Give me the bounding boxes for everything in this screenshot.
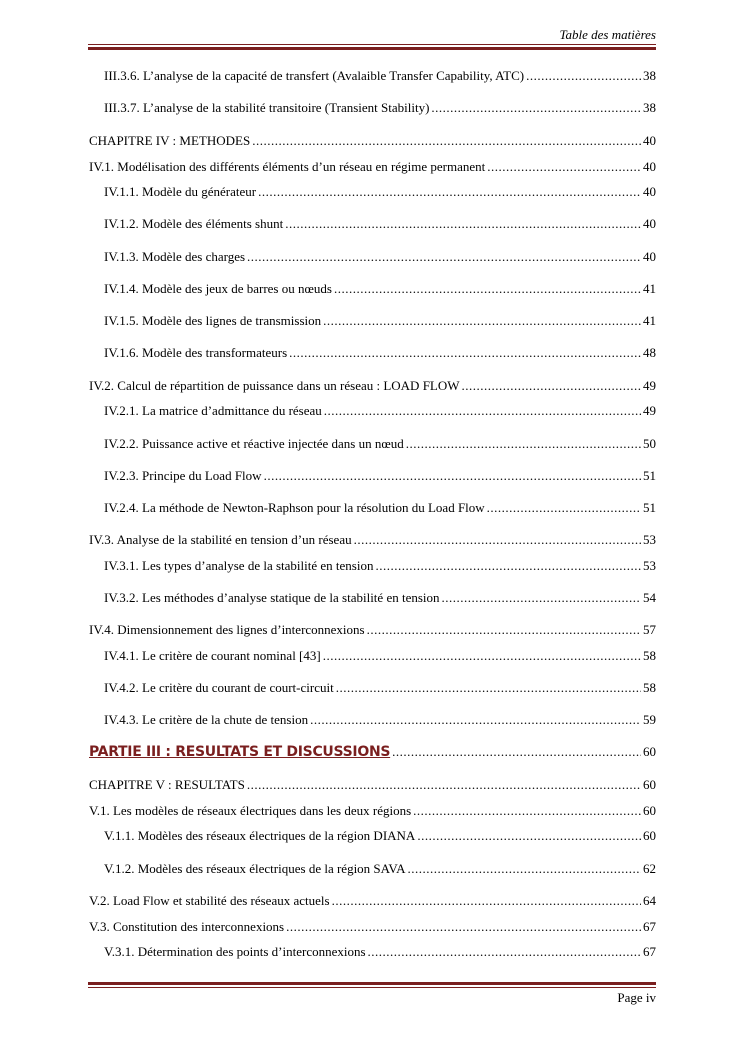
toc-entry[interactable] [104, 280, 656, 298]
toc-leader-dots [368, 943, 641, 961]
toc-leader-dots [442, 589, 641, 607]
toc-leader-dots [247, 776, 641, 794]
toc-entry-title: IV.4.3. Le critère de la chute de tension [104, 712, 309, 727]
toc-entry[interactable] [104, 67, 656, 85]
toc-entry-page: 51 [643, 468, 656, 483]
toc-leader-dots [336, 679, 641, 697]
toc-entry-title: IV.2.2. Puissance active et réactive injectée dans un nœud [104, 436, 404, 451]
toc-entry[interactable] [104, 679, 656, 697]
running-header-title: Table des matières [559, 27, 656, 42]
toc-entry-title: V.1. Les modèles de réseaux électriques dans les deux régions [89, 803, 412, 818]
toc-entry-page: 57 [643, 622, 656, 637]
toc-entry-page: 60 [643, 803, 656, 818]
toc-entry-page: 40 [643, 249, 656, 264]
toc-leader-dots [417, 827, 641, 845]
toc-leader-dots [407, 860, 641, 878]
toc-entry[interactable] [104, 647, 656, 665]
toc-entry[interactable] [89, 802, 656, 820]
page-number: Page iv [617, 990, 656, 1005]
toc-leader-dots [258, 183, 641, 201]
toc-entry[interactable] [89, 776, 656, 794]
toc-entry[interactable] [104, 99, 656, 117]
toc-leader-dots [354, 531, 641, 549]
toc-entry-page: 54 [643, 590, 656, 605]
toc-entry-title: CHAPITRE V : RESULTATS [89, 777, 245, 792]
toc-entry-page: 53 [643, 532, 656, 547]
toc-entry-page: 53 [643, 558, 656, 573]
toc-leader-dots [324, 402, 641, 420]
toc-entry-page: 51 [643, 500, 656, 515]
toc-entry-title: IV.1. Modélisation des différents éléments d’un réseau en régime permanent [89, 159, 486, 174]
toc-leader-dots [431, 99, 641, 117]
toc-entry-page: 60 [643, 777, 656, 792]
toc-leader-dots [285, 215, 641, 233]
toc-entry-page: 67 [643, 919, 656, 934]
toc-entry-title: III.3.7. L’analyse de la stabilité transitoire (Transient Stability) [104, 100, 430, 115]
toc-entry[interactable] [104, 557, 656, 575]
toc-leader-dots [289, 344, 641, 362]
toc-entry-page: 41 [643, 281, 656, 296]
toc-entry-page: 67 [643, 944, 656, 959]
footer-rule [88, 982, 656, 988]
toc-entry-title: IV.3.2. Les méthodes d’analyse statique de la stabilité en tension [104, 590, 440, 605]
toc-entry-page: 40 [643, 216, 656, 231]
toc-entry[interactable] [104, 248, 656, 266]
toc-leader-dots [487, 158, 641, 176]
toc-entry-title: IV.2.4. La méthode de Newton-Raphson pour la résolution du Load Flow [104, 500, 485, 515]
toc-leader-dots [392, 743, 641, 761]
toc-entry[interactable] [104, 711, 656, 729]
toc-entry-title: V.1.2. Modèles des réseaux électriques de la région SAVA [104, 861, 406, 876]
toc-entry-title: IV.3. Analyse de la stabilité en tension d’un réseau [89, 532, 352, 547]
toc-entry[interactable] [89, 892, 656, 910]
toc-entry-page: 60 [643, 744, 656, 759]
toc-leader-dots [332, 892, 641, 910]
toc-entry-page: 40 [643, 159, 656, 174]
toc-entry-title: III.3.6. L’analyse de la capacité de transfert (Avalaible Transfer Capability, ATC) [104, 68, 525, 83]
toc-entry-page: 49 [643, 378, 656, 393]
toc-leader-dots [323, 312, 641, 330]
toc-entry-title: IV.4. Dimensionnement des lignes d’interconnexions [89, 622, 365, 637]
toc-leader-dots [264, 467, 641, 485]
toc-entry[interactable] [104, 827, 656, 845]
toc-entry-title: PARTIE III : RESULTATS ET DISCUSSIONS [89, 744, 391, 760]
toc-entry-page: 58 [643, 680, 656, 695]
toc-leader-dots [526, 67, 641, 85]
toc-entry-title: IV.4.1. Le critère de courant nominal [43] [104, 648, 321, 663]
toc-entry[interactable] [104, 402, 656, 420]
toc-entry-page: 48 [643, 345, 656, 360]
toc-entry-page: 40 [643, 184, 656, 199]
toc-entry-page: 58 [643, 648, 656, 663]
toc-entry[interactable] [89, 621, 656, 639]
toc-entry-title: IV.1.2. Modèle des éléments shunt [104, 216, 284, 231]
toc-entry[interactable] [104, 589, 656, 607]
toc-entry-page: 50 [643, 436, 656, 451]
toc-entry-title: IV.1.5. Modèle des lignes de transmission [104, 313, 322, 328]
toc-entry-title: V.2. Load Flow et stabilité des réseaux actuels [89, 893, 330, 908]
toc-entry[interactable] [104, 312, 656, 330]
toc-part-heading[interactable] [89, 743, 656, 761]
toc-entry[interactable] [104, 499, 656, 517]
toc-leader-dots [413, 802, 641, 820]
toc-entry-title: IV.1.3. Modèle des charges [104, 249, 246, 264]
toc-entry[interactable] [104, 860, 656, 878]
toc-entry[interactable] [104, 215, 656, 233]
toc-leader-dots [334, 280, 641, 298]
toc-entry-title: IV.3.1. Les types d’analyse de la stabilité en tension [104, 558, 374, 573]
toc-entry-title: V.1.1. Modèles des réseaux électriques de la région DIANA [104, 828, 416, 843]
toc-leader-dots [462, 377, 641, 395]
toc-entry-page: 38 [643, 68, 656, 83]
toc-entry-page: 59 [643, 712, 656, 727]
toc-entry[interactable] [104, 183, 656, 201]
toc-entry[interactable] [104, 344, 656, 362]
toc-entry-page: 64 [643, 893, 656, 908]
toc-entry-page: 38 [643, 100, 656, 115]
toc-leader-dots [367, 621, 641, 639]
toc-leader-dots [247, 248, 641, 266]
toc-entry-title: IV.1.1. Modèle du générateur [104, 184, 257, 199]
toc-entry-page: 62 [643, 861, 656, 876]
toc-entry-title: IV.1.4. Modèle des jeux de barres ou nœuds [104, 281, 332, 296]
toc-entry[interactable] [89, 158, 656, 176]
toc-leader-dots [286, 918, 641, 936]
toc-entry-page: 60 [643, 828, 656, 843]
toc-leader-dots [487, 499, 641, 517]
toc-entry[interactable] [89, 377, 656, 395]
toc-entry-title: IV.2. Calcul de répartition de puissance dans un réseau : LOAD FLOW [89, 378, 460, 393]
toc-entry[interactable] [104, 467, 656, 485]
toc-entry-title: IV.2.3. Principe du Load Flow [104, 468, 262, 483]
toc-leader-dots [323, 647, 641, 665]
toc-leader-dots [406, 435, 641, 453]
toc-entry-title: V.3. Constitution des interconnexions [89, 919, 285, 934]
header-rule [88, 44, 656, 50]
toc-entry-page: 49 [643, 403, 656, 418]
toc-entry[interactable] [89, 132, 656, 150]
toc-entry-title: IV.2.1. La matrice d’admittance du réseau [104, 403, 322, 418]
toc-entry[interactable] [104, 943, 656, 961]
toc-entry[interactable] [89, 531, 656, 549]
toc-entry-page: 41 [643, 313, 656, 328]
toc-entry-title: V.3.1. Détermination des points d’interconnexions [104, 944, 366, 959]
toc-entry[interactable] [104, 435, 656, 453]
toc-entry[interactable] [89, 918, 656, 936]
toc-entry-page: 40 [643, 133, 656, 148]
toc-entry-title: IV.4.2. Le critère du courant de court-circuit [104, 680, 334, 695]
toc-leader-dots [252, 132, 641, 150]
toc-leader-dots [375, 557, 641, 575]
toc-entry-title: CHAPITRE IV : METHODES [89, 133, 251, 148]
toc-leader-dots [310, 711, 641, 729]
toc-entry-title: IV.1.6. Modèle des transformateurs [104, 345, 288, 360]
